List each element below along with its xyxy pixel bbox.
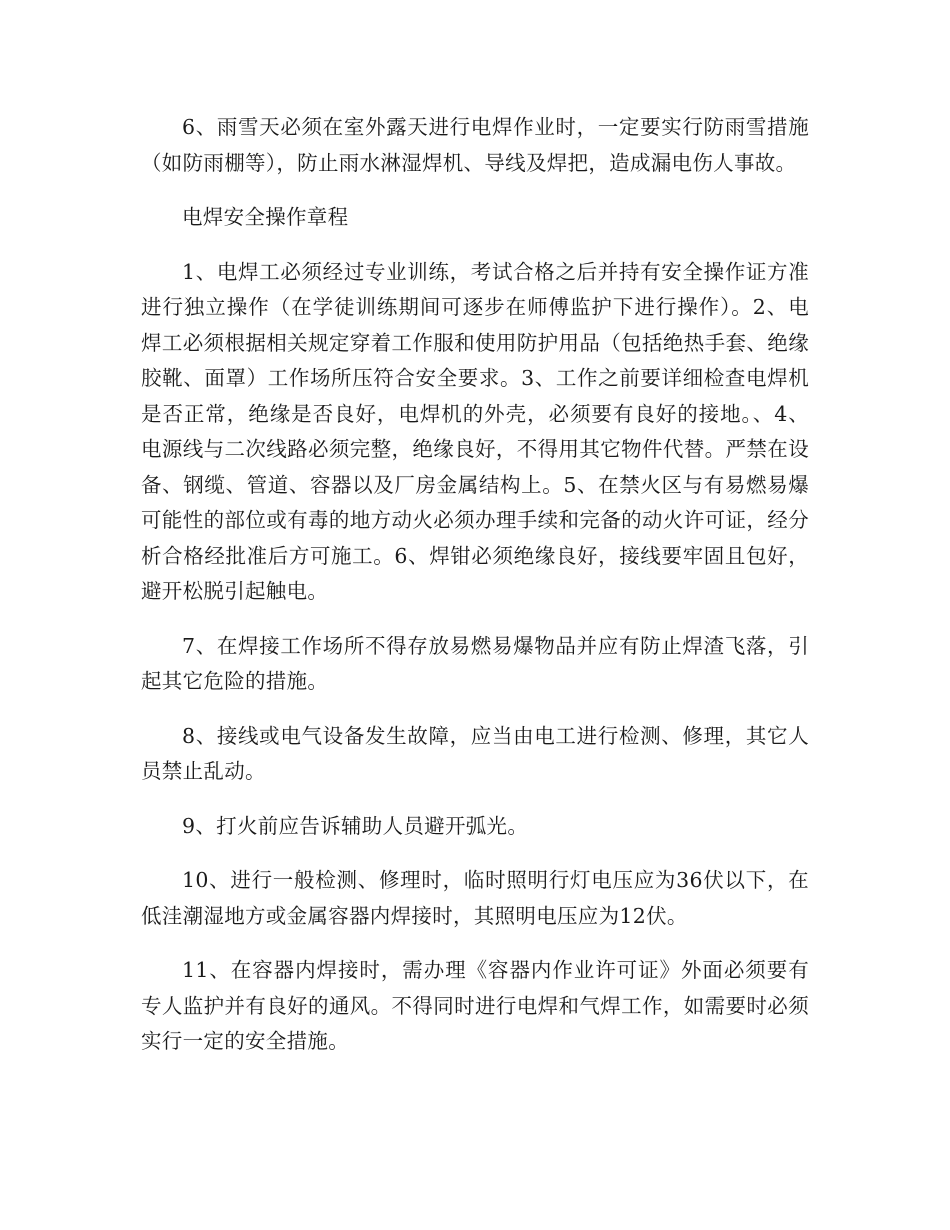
paragraph-rain-snow: 6、雨雪天必须在室外露天进行电焊作业时，一定要实行防雨雪措施（如防雨棚等），防止雨水淋湿焊机、导线及焊把，造成漏电伤人事故。 — [141, 115, 809, 175]
paragraph-rule-10: 10、进行一般检测、修理时，临时照明行灯电压应为36伏以下，在低洼潮湿地方或金属容器内焊接时，其照明电压应为12伏。 — [141, 868, 809, 928]
document-page — [141, 110, 809, 1079]
section-heading: 电焊安全操作章程 — [182, 205, 349, 229]
paragraph-rule-7: 7、在焊接工作场所不得存放易燃易爆物品并应有防止焊渣飞落，引起其它危险的措施。 — [141, 633, 809, 693]
paragraph-rules-1-6: 1、电焊工必须经过专业训练，考试合格之后并持有安全操作证方准进行独立操作（在学徒训练期间可逐步在师傅监护下进行操作）。2、电焊工必须根据相关规定穿着工作服和使用防护用品（包括绝热手套、绝缘胶靴、面罩）工作场所压符合安全要求。3、工作之前要详细检查电焊机是否正常，绝缘是否良好，电焊机的外壳，必须要有良好的接地。、4、电源线与二次线路必须完整，绝缘良好，不得用其它物件代替。严禁在设备、钢缆、管道、容器以及厂房金属结构上。5、在禁火区与有易燃易爆可能性的部位或有毒的地方动火必须办理手续和完备的动火许可证，经分析合格经批准后方可施工。6、焊钳必须绝缘良好，接线要牢固且包好，避开松脱引起触电。 — [141, 259, 809, 603]
paragraph-rule-8: 8、接线或电气设备发生故障，应当由电工进行检测、修理，其它人员禁止乱动。 — [141, 723, 809, 783]
paragraph-rule-9: 9、打火前应告诉辅助人员避开弧光。 — [182, 813, 529, 838]
paragraph-rule-11: 11、在容器内焊接时，需办理《容器内作业许可证》外面必须要有专人监护并有良好的通风。不得同时进行电焊和气焊工作，如需要时必须实行一定的安全措施。 — [141, 958, 809, 1053]
